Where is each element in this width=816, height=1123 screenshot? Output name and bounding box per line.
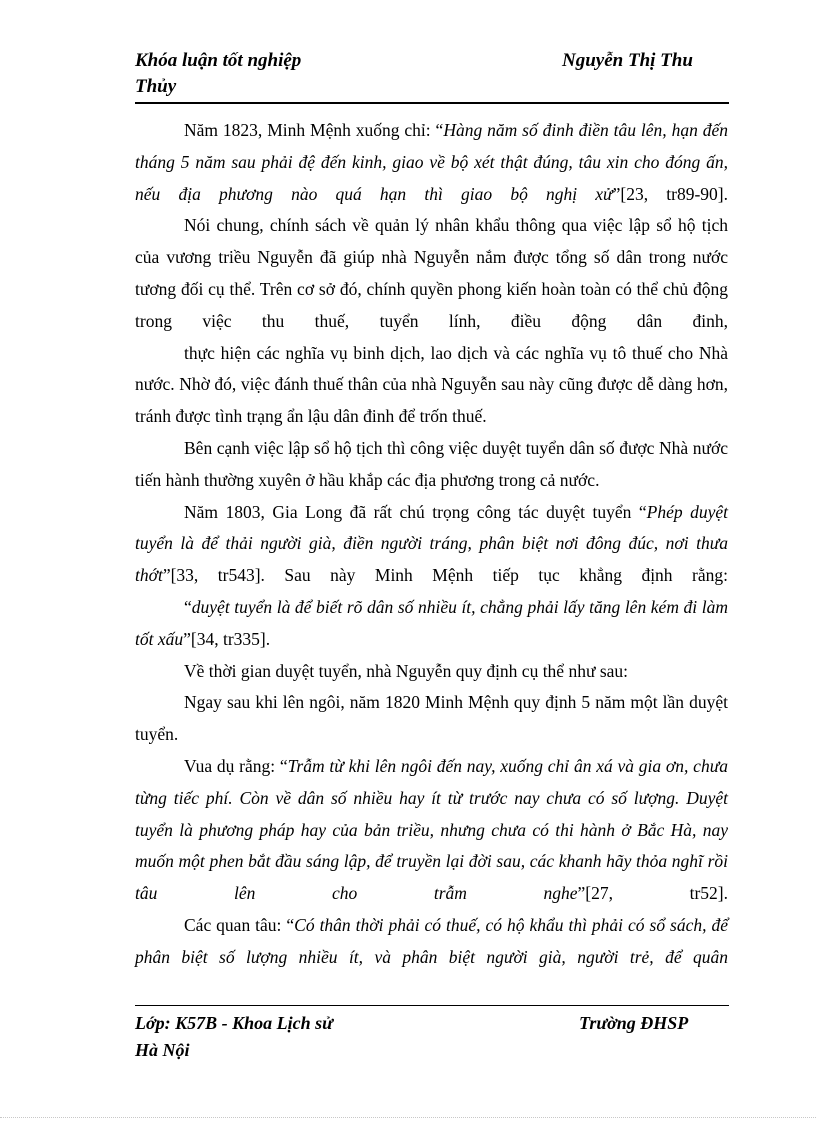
paragraph-9: Vua dụ rằng: “Trẫm từ khi lên ngôi đến nay, xuống chỉ ân xá và gia ơn, chưa từng tiếc phí. Còn về dân số nhiều hay ít từ trước nay chưa có số lượng. Duyệt tuyển là phương pháp hay của bản triều, nhưng chưa có thi hành ở Bắc Hà, nay muốn một phen bắt đầu sáng lập, để truyền lại đời sau, các khanh hãy thỏa nghĩ rồi tâu lên cho trẫm nghe”[27, tr52]. xyxy=(135,755,728,904)
paragraph-6: “duyệt tuyển là để biết rõ dân số nhiều ít, chẳng phải lấy tăng lên kém đi làm tốt xấu”[34, tr335]. xyxy=(135,596,728,649)
paragraph-3: thực hiện các nghĩa vụ binh dịch, lao dịch và các nghĩa vụ tô thuế cho Nhà nước. Nhờ đó, việc đánh thuế thân của nhà Nguyễn sau này cũng được dễ dàng hơn, tránh được tình trạng ẩn lậu dân đinh để trốn thuế. xyxy=(135,342,728,427)
header-thesis-label: Khóa luận tốt nghiệp xyxy=(135,50,302,71)
header-author-name: Nguyễn Thị Thu xyxy=(562,50,693,71)
paragraph-4: Bên cạnh việc lập sổ hộ tịch thì công việc duyệt tuyển dân số được Nhà nước tiến hành thường xuyên ở hầu khắp các địa phương trong cả nước. xyxy=(135,437,728,490)
header-author-name-continued: Thủy xyxy=(135,76,177,97)
footer-university-label: Trường ĐHSP xyxy=(579,1013,689,1033)
paragraph-8: Ngay sau khi lên ngôi, năm 1820 Minh Mệnh quy định 5 năm một lần duyệt tuyển. xyxy=(135,692,728,745)
paragraph-1: Năm 1823, Minh Mệnh xuống chỉ: “Hàng năm số đinh điền tâu lên, hạn đến tháng 5 năm sau phải đệ đến kinh, giao về bộ xét thật đúng, tâu xin cho đóng ấn, nếu địa phương nào quá hạn thì giao bộ nghị xử”[23, tr89-90]. xyxy=(135,120,728,204)
quote: Có thân thời phải có thuế, có hộ khẩu thì phải có sổ sách, để phân biệt số lượng nhiều ít, và phân biệt người già, người trẻ, để quân xyxy=(135,914,729,967)
paragraph-2: Nói chung, chính sách về quản lý nhân khẩu thông qua việc lập sổ hộ tịch của vương triều Nguyễn đã giúp nhà Nguyễn nắm được tổng số dân trong nước tương đối cụ thể. Trên cơ sở đó, chính quyền phong kiến hoàn toàn có thể chủ động trong việc thu thuế, tuyển lính, điều động dân đinh, xyxy=(135,215,728,331)
footer-class-label: Lớp: K57B - Khoa Lịch sử xyxy=(135,1013,333,1033)
quote: duyệt tuyển là để biết rõ dân số nhiều ít, chẳng phải lấy tăng lên kém đi làm tốt xấu xyxy=(135,596,728,649)
header-divider xyxy=(135,102,729,104)
quote: Trẫm từ khi lên ngôi đến nay, xuống chỉ ân xá và gia ơn, chưa từng tiếc phí. Còn về dân số nhiều hay ít từ trước nay chưa có số lượng. Duyệt tuyển là phương pháp hay của bản triều, nhưng chưa có thi hành ở Bắc Hà, nay muốn một phen bắt đầu sáng lập, để truyền lại đời sau, các khanh hãy thỏa nghĩ rồi tâu lên cho trẫm nghe xyxy=(135,755,728,904)
page-footer xyxy=(135,1010,727,1064)
paragraph-7: Về thời gian duyệt tuyển, nhà Nguyễn quy định cụ thể như sau: xyxy=(184,660,629,681)
document-body xyxy=(135,115,728,974)
page-edge xyxy=(0,1117,816,1118)
paragraph-5: Năm 1803, Gia Long đã rất chú trọng công tác duyệt tuyển “Phép duyệt tuyển là để thải người già, điền người tráng, phân biệt nơi đông đúc, nơi thưa thớt”[33, tr543]. Sau này Minh Mệnh tiếp tục khẳng định rằng: xyxy=(135,501,728,586)
footer-divider xyxy=(135,1005,729,1006)
page-header xyxy=(135,48,727,100)
footer-city-label: Hà Nội xyxy=(135,1040,190,1060)
quote: Hàng năm số đinh điền tâu lên, hạn đến tháng 5 năm sau phải đệ đến kinh, giao về bộ xét thật đúng, tâu xin cho đóng ấn, nếu địa phương nào quá hạn thì giao bộ nghị xử xyxy=(135,120,728,204)
paragraph-10: Các quan tâu: “Có thân thời phải có thuế, có hộ khẩu thì phải có sổ sách, để phân biệt số lượng nhiều ít, và phân biệt người già, người trẻ, để quân xyxy=(135,914,729,967)
quote: Phép duyệt tuyển là để thải người già, điền người tráng, phân biệt nơi đông đúc, nơi thưa thớt xyxy=(135,501,728,586)
